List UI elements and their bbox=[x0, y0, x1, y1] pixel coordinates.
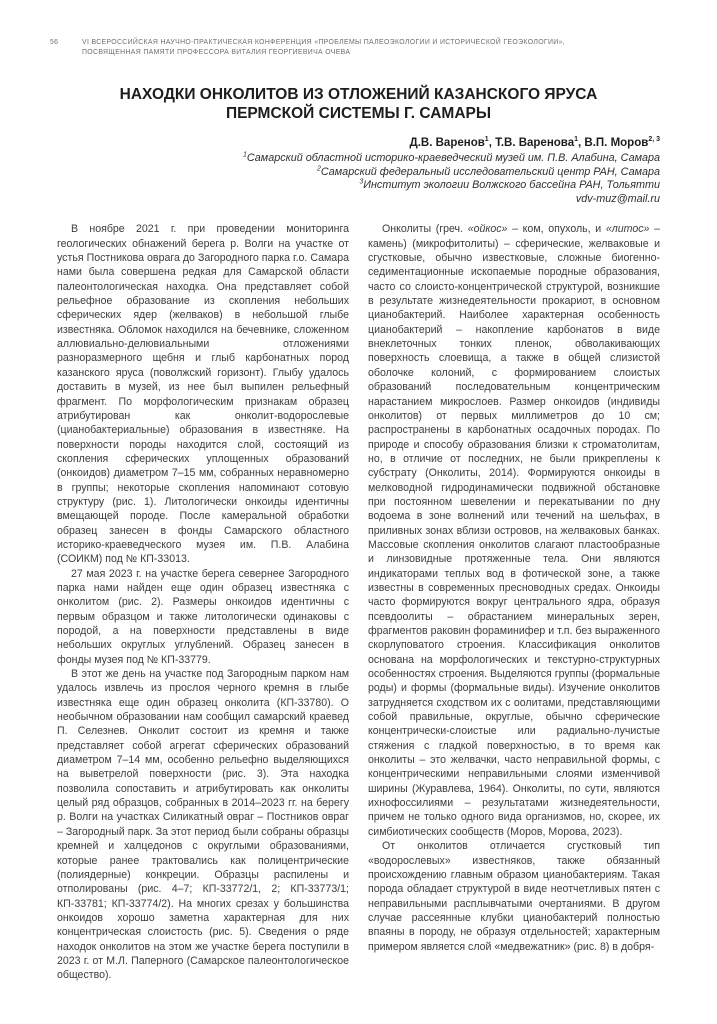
conference-header-line1: VI ВСЕРОССИЙСКАЯ НАУЧНО-ПРАКТИЧЕСКАЯ КОНФЕРЕНЦИЯ «ПРОБЛЕМЫ ПАЛЕОЭКОЛОГИИ И ИСТОРИЧЕСКОЙ ГЕОЭКОЛОГИИ», bbox=[82, 39, 566, 46]
body-columns bbox=[57, 222, 660, 982]
paragraph: В ноябре 2021 г. при проведении мониторинга геологических обнажений берега р. Волги на участке от устья Постникова оврага до Загородного парка г.о. Самара нами была совершена редкая для Самарской области палеонтологическая находка. Она представляет собой рельефное образование из скопления небольших сферических ядер (желваков) в небольшой глыбе известняка. Обломок находился на бечевнике, сложенном аллювиально-делювиальными отложениями разноразмерного щебня и глыб карбонатных пород казанского яруса (поволжский горизонт). Глыбу удалось доставить в музей, из нее был выпилен рельефный фрагмент. По морфологическим признакам образец атрибутирован как онколит-водорослевые (цианобактериальные) образования в известняке. На поверхности породы находится слой, состоящий из скопления сферических уплощенных образований (онкоидов) диаметром 7–15 мм, собранных неравномерно в группы; некоторые скопления напоминают сотовую структуру (рис. 1). Литологически онкоиды идентичны вмещающей породе. После камеральной обработки образец занесен в фонды Самарского областного историко-краеведческого музея им. П.В. Алабина (СОИКМ) под № КП-33013. bbox=[57, 223, 349, 566]
authors-line: Д.В. Варенов$^1$, Т.В. Варенова$^1$, В.П. Моров$^{2, 3}$ bbox=[409, 136, 660, 149]
column-left bbox=[57, 222, 349, 982]
paragraph: В этот же день на участке под Загородным парком нам удалось извлечь из прослоя черного кремня в глыбе известняка еще один образец онколита (КП-33780). О необычном образовании нам сообщил самарский краевед П. Селезнев. Онколит состоит из кремня и также представляет собой агрегат сферических образований диаметром 7–14 мм, особенно рельефно выделяющихся на выветрелой поверхности (рис. 3). Эта находка позволила сопоставить и атрибутировать как онколиты целый ряд образцов, собранных в 2014–2023 гг. на берегу р. Волги на участках Силикатный овраг – Постников овраг – Загородный парк. За этот период были собраны образцы кремней и халцедонов с округлыми образованиями, которые ранее трактовались как полицентрические (полиядерные) конкреции. Образцы распилены и отполированы (рис. 4–7; КП-33772/1, 2; КП-33773/1; КП-33781; КП-33774/2). На многих срезах у большинства онкоидов хорошо заметна характерная для них концентрическая слоистость (рис. 5). Сведения о ряде находок онколитов на этом же участке берега поступили в 2023 г. от М.Л. Паперного (Самарское палеонтологическое общество). bbox=[57, 668, 350, 982]
page-number: 56 bbox=[50, 39, 59, 46]
running-header bbox=[50, 38, 660, 58]
paper-title-line1: НАХОДКИ ОНКОЛИТОВ ИЗ ОТЛОЖЕНИЙ КАЗАНСКОГО ЯРУСА bbox=[119, 86, 598, 103]
paper-title-line2: ПЕРМСКОЙ СИСТЕМЫ Г. САМАРЫ bbox=[225, 105, 492, 122]
column-right bbox=[368, 222, 660, 982]
affiliation-2: $^2$Самарский федеральный исследовательский центр РАН, Самара bbox=[316, 165, 660, 178]
contact-email: vdv-muz@mail.ru bbox=[575, 192, 660, 205]
paragraph: От онколитов отличается сгустковый тип «водорослевых» известняков, также обязанный происхождению главным образом цианобактериям. Такая порода обладает структурой в виде неотчетливых пятен с неправильными расплывчатыми очертаниями. В другом случае рассеянные клубки цианобактерий полностью впаяны в породу, не образуя отдельностей; характерным примером является слой «медвежатник» (рис. 8) в добря- bbox=[368, 840, 660, 953]
affiliation-1: $^1$Самарский областной историко-краеведческий музей им. П.В. Алабина, Самара bbox=[242, 151, 660, 164]
affiliations-block bbox=[50, 152, 660, 206]
paper-title bbox=[57, 85, 660, 123]
conference-header bbox=[82, 38, 660, 58]
paragraph: Онколиты (греч. «ойкос» – ком, опухоль, и «литос» – камень) (микрофитолиты) – сферические, желваковые и сгустковые, обычно известковые, сложные биогенно-седиментационные ископаемые породные образования, часто со слоисто-концентрической структурой, возникшие в результате жизнедеятельности прокариот, в основном цианобактерий. Наиболее характерная особенность цианобактерий – накопление карбонатов в виде внеклеточных тонких пленок, обволакивающих поверхность слоевища, а также в общей слизистой оболочке колоний, с формированием слоистых образований последовательным концентрическим нарастанием микрослоев. Размер онкоидов (индивиды онколитов) от первых миллиметров до 10 см; распространены в карбонатных осадочных породах. По природе и способу образования близки к строматолитам, но, в отличие от последних, не были прикреплены к субстрату (Онколиты, 2014). Формируются онкоиды в мелководной гидродинамически подвижной обстановке при постоянном шевелении и перекатывании по дну водоема в зоне волнений или течений на шельфах, в приливных зонах вблизи островов, на желваковых банках. Массовые скопления онколитов слагают пластообразные и линзовидные протяженные тела. Они являются индикаторами теплых вод в фотической зоне, а также известны в современных пресноводных средах. Онкоиды часто формируются вокруг центрального ядра, образуя псевдоолиты – обрастанием минеральных зерен, фрагментов раковин фораминифер и т.п. без выраженного скорлуповатого строения. Классификация онколитов основана на морфологических и текстурно-структурных особенностях строения. Выделяются группы (формальные роды) и формы (формальные виды). Изучение онколитов затрудняется сходством их с оолитами, представляющими собой правильные, округлые, обычно сферические концентрически-слоистые или радиально-лучистые стяжения с гладкой поверхностью, в то время как онколиты – это желвачки, часто неправильной формы, с концентрическими неправильными слоями изменчивой ширины (Журавлева, 1964). Онколиты, по сути, являются ихнофоссилиями – результатами жизнедеятельности, причем не только одного вида организмов, но, скорее, их симбиотических сообществ (Моров, Морова, 2023). bbox=[368, 223, 660, 838]
paragraph: 27 мая 2023 г. на участке берега севернее Загородного парка нами найден еще один образец известняка с онколитом (рис. 2). Размеры онкоидов идентичны с первым образцом и также литологически одинаковы с породой, а на поверхности представлены в виде небольших округлых углублений. Образец занесен в фонды музея под № КП-33779. bbox=[57, 567, 349, 666]
conference-header-line2: ПОСВЯЩЕННАЯ ПАМЯТИ ПРОФЕССОРА ВИТАЛИЯ ГЕОРГИЕВИЧА ОЧЕВА bbox=[82, 49, 351, 56]
affiliation-3: $^3$Институт экологии Волжского бассейна РАН, Тольятти bbox=[359, 178, 660, 192]
